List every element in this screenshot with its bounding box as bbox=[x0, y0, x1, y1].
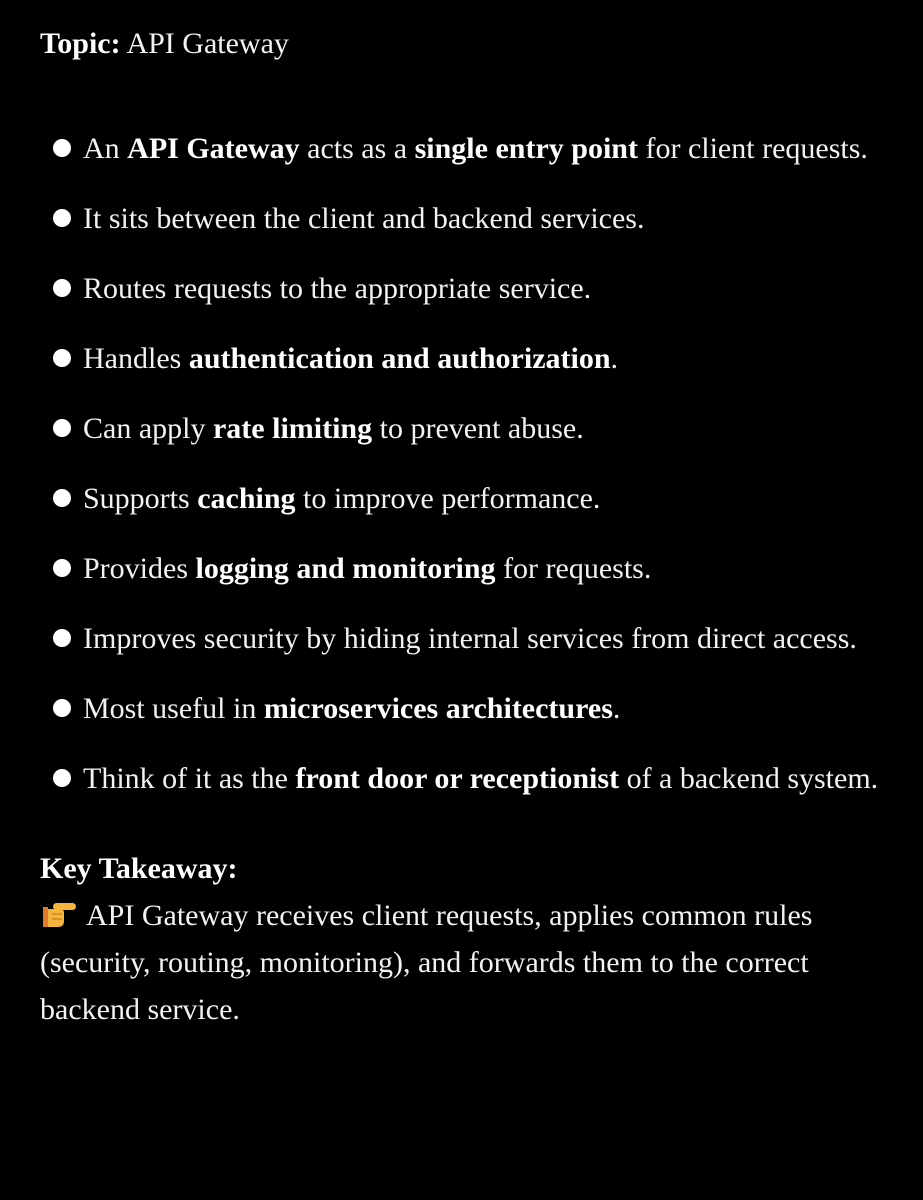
bullet-dot-icon bbox=[53, 209, 71, 227]
topic-line bbox=[40, 20, 903, 67]
bullet-bold-text: API Gateway bbox=[127, 132, 300, 165]
bullet-dot-icon bbox=[53, 489, 71, 507]
bullet-text: to prevent abuse. bbox=[372, 412, 584, 445]
bullet-bold-text: logging and monitoring bbox=[195, 552, 496, 585]
bullet-bold-text: caching bbox=[197, 482, 296, 515]
bullet-bold-text: single entry point bbox=[414, 132, 638, 165]
bullet-item bbox=[40, 615, 903, 662]
bullet-dot-icon bbox=[53, 559, 71, 577]
bullet-bold-text: front door or receptionist bbox=[295, 762, 620, 795]
bullet-text: . bbox=[610, 342, 619, 375]
bullet-text: Handles bbox=[83, 342, 189, 375]
key-takeaway bbox=[40, 845, 903, 1033]
bullet-text: Most useful in bbox=[83, 692, 264, 725]
topic-value: API Gateway bbox=[120, 27, 289, 60]
bullet-item bbox=[40, 755, 903, 802]
bullet-dot-icon bbox=[53, 769, 71, 787]
bullet-dot-icon bbox=[53, 419, 71, 437]
bullet-text: Provides bbox=[83, 552, 196, 585]
bullet-text: It sits between the client and backend services. bbox=[83, 202, 645, 235]
bullet-text: Improves security by hiding internal services from direct access. bbox=[83, 622, 857, 655]
bullet-item bbox=[40, 335, 903, 382]
bullet-list bbox=[40, 125, 903, 802]
bullet-text: to improve performance. bbox=[295, 482, 601, 515]
bullet-item bbox=[40, 685, 903, 732]
bullet-bold-text: rate limiting bbox=[212, 412, 373, 445]
bullet-text: An bbox=[83, 132, 128, 165]
bullet-item bbox=[40, 265, 903, 312]
bullet-dot-icon bbox=[53, 349, 71, 367]
bullet-text: for client requests. bbox=[637, 132, 868, 165]
bullet-item bbox=[40, 125, 903, 172]
bullet-bold-text: authentication and authorization bbox=[188, 342, 611, 375]
bullet-item bbox=[40, 545, 903, 592]
bullet-item bbox=[40, 475, 903, 522]
bullet-text: for requests. bbox=[495, 552, 652, 585]
bullet-dot-icon bbox=[53, 699, 71, 717]
bullet-dot-icon bbox=[53, 139, 71, 157]
bullet-text: Think of it as the bbox=[83, 762, 296, 795]
bullet-item bbox=[40, 405, 903, 452]
bullet-text: Routes requests to the appropriate service. bbox=[83, 272, 592, 305]
bullet-item bbox=[40, 195, 903, 242]
bullet-text: Can apply bbox=[83, 412, 213, 445]
takeaway-text: API Gateway receives client requests, applies common rules (security, routing, monitoring), and forwards them to the correct backend service. bbox=[40, 899, 813, 1026]
bullet-dot-icon bbox=[53, 279, 71, 297]
bullet-dot-icon bbox=[53, 629, 71, 647]
bullet-text: Supports bbox=[83, 482, 198, 515]
bullet-text: acts as a bbox=[299, 132, 415, 165]
bullet-text: of a backend system. bbox=[619, 762, 879, 795]
pointing-right-hand-icon bbox=[40, 899, 78, 929]
bullet-text: . bbox=[612, 692, 621, 725]
takeaway-heading: Key Takeaway: bbox=[40, 852, 238, 885]
topic-label: Topic: bbox=[40, 27, 121, 60]
bullet-bold-text: microservices architectures bbox=[263, 692, 613, 725]
takeaway-body bbox=[40, 892, 903, 1033]
